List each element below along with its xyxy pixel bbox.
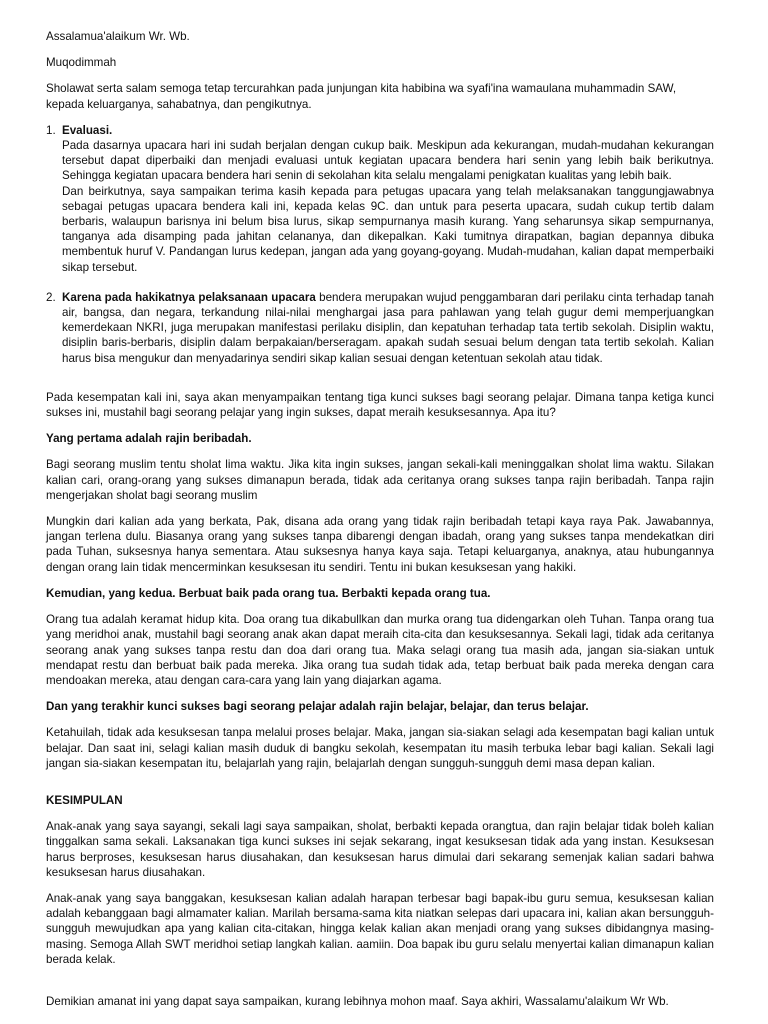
kesimpulan-paragraph: Anak-anak yang saya sayangi, sekali lagi saya sampaikan, sholat, berbakti kepada orangtua, dan rajin belajar tidak boleh kalian tinggalkan sama sekali. Laksanakan tiga kunci sukses ini sejak sekarang, ingat kesuksesan tidak ada yang instan. Kesuksesan harus berproses, kesuksesan harus diusahakan, dan kesuksesan harus dimulai dari sekarang semenjak kalian sadari bahwa kesuksesan harus diusahakan. bbox=[46, 820, 714, 879]
numbered-points bbox=[46, 123, 714, 366]
kunci-intro-paragraph: Pada kesempatan kali ini, saya akan menyampaikan tentang tiga kunci sukses bagi seorang pelajar. Dimana tanpa ketiga kunci sukses ini, mustahil bagi seorang pelajar yang ingin sukses, dapat meraih kesuksesannya. Apa itu? bbox=[46, 390, 714, 420]
document-page bbox=[46, 29, 714, 1009]
kunci1-heading: Yang pertama adalah rajin beribadah. bbox=[46, 432, 252, 446]
kunci1-paragraph: Mungkin dari kalian ada yang berkata, Pak, disana ada orang yang tidak rajin beribadah tetapi kaya raya Pak. Jawabannya, jangan terlena dulu. Biasanya orang yang sukses tanpa dibarengi dengan ibadah, orang yang sukses tanpa mendekatkan diri pada Tuhan, suksesnya hanya sementara. Atau suksesnya hanya kaya saja. Tetapi keluarganya, anaknya, atau hubungannya dengan orang lain tidak mencerminkan kesuksesan itu sendiri. Tentu ini bukan kesuksesan yang hakiki. bbox=[46, 515, 714, 574]
kesimpulan-heading: KESIMPULAN bbox=[46, 793, 123, 807]
point-paragraph: Dan beirkutnya, saya sampaikan terima kasih kepada para petugas upacara yang telah melaksanakan tanggungjawabnya sebagai petugas upacara bendera kali ini, kepada kelas 9C. dan untuk para peserta upacara, sudah cukup tertib dalam berbaris, walaupun barisnya ini belum bisa lurus, sikap sempurnanya masih kurang. Yang seharunsya sikap sempurnanya, tanganya ada disamping pada jahitan celananya, dan dikepalkan. Kaki tumitnya dirapatkan, bagian depannya dibuka membentuk huruf V. Pandangan lurus kedepan, jangan ada yang goyang-goyang. Mudah-mudahan, kalian dapat memperbaiki sikap tersebut. bbox=[62, 184, 714, 274]
kesimpulan-paragraph: Anak-anak yang saya banggakan, kesuksesan kalian adalah harapan terbesar bagi bapak-ibu guru semua, kesuksesan kalian adalah kebanggaan bagi almamater kalian. Marilah bersama-sama kita niatkan selepas dari upacara ini, kalian akan bersungguh-sungguh mewujudkan apa yang kalian cita-citakan, hingga kelak kalian akan menjadi orang yang sukses dibidangnya masing-masing. Semoga Allah SWT meridhoi setiap langkah kalian. aamiin. Doa bapak ibu guru selalu menyertai kalian dimanapun kalian berada kelak. bbox=[46, 891, 714, 966]
point-paragraph: Pada dasarnya upacara hari ini sudah berjalan dengan cukup baik. Meskipun ada kekurangan, mudah-mudahan kekurangan tersebut dapat diperbaiki dan menjadi evaluasi untuk kegiatan upacara bendera hari senin yang lebih baik berikutnya. Sehingga kegiatan upacara bendera hari senin di sekolahan kita selalu mengalami penigkatan kualitas yang lebih baik. bbox=[62, 139, 714, 183]
point-paragraph bbox=[62, 290, 714, 366]
point-text: bendera merupakan wujud penggambaran dari perilaku cinta terhadap tanah air, bangsa, dan negara, terkandung nilai-nilai menghargai jasa para pahlawan yang telah gugur demi memperjuangkan kemerdekaan NKRI, juga merupakan manifestasi perilaku disiplin, dan kepatuhan terhadap tata tertib sekolah. Disiplin waktu, disiplin baris-berbaris, disiplin dalam berpakaian/berseragam. apakah sudah sesuai belum dengan tata tertib sekolah. Kalian harus bisa mengukur dan menyadarinya sendiri sikap kalian sesuai dengan ketentuan sekolah atau tidak. bbox=[62, 290, 714, 365]
closing-paragraph: Demikian amanat ini yang dapat saya sampaikan, kurang lebihnya mohon maaf. Saya akhiri, Wassalamu'alaikum Wr Wb. bbox=[46, 994, 669, 1008]
point-lead-bold: Karena pada hakikatnya pelaksanaan upacara bbox=[62, 290, 316, 304]
point-number: 1. bbox=[46, 123, 56, 137]
kunci3-paragraph: Ketahuilah, tidak ada kesuksesan tanpa melalui proses belajar. Maka, jangan sia-siakan selagi ada kesempatan bagi kalian untuk belajar. Dan saat ini, selagi kalian masih duduk di bangku sekolah, kesempatan itu masih terbuka lebar bagi kalian. Sekali lagi jangan sia-siakan kesempatan itu, belajarlah yang rajin, belajarlah dengan sungguh-sungguh demi masa depan kalian. bbox=[46, 726, 714, 770]
point-hakikat-upacara bbox=[46, 290, 714, 366]
point-evaluasi bbox=[46, 123, 714, 275]
kunci2-paragraph: Orang tua adalah keramat hidup kita. Doa orang tua dikabullkan dan murka orang tua didengarkan oleh Tuhan. Tanpa orang tua yang meridhoi anak, mustahil bagi seorang anak akan dapat meraih cita-cita dan kesuksesannya. Sekali lagi, tidak ada ceritanya seorang anak yang sukses tanpa restu dan doa dari orang tua. Maka selagi orang tua masih ada, jangan sia-siakan untuk mendapat restu dan berbuat baik pada mereka. Jika orang tua sudah tidak ada, tetap berbuat baik pada mereka dengan cara mendoakan mereka, atau dengan cara-cara yang lain yang diajarkan agama. bbox=[46, 613, 714, 687]
kunci1-paragraph: Bagi seorang muslim tentu sholat lima waktu. Jika kita ingin sukses, jangan sekali-kali meninggalkan sholat lima waktu. Silakan kalian cari, orang-orang yang sukses dimanapun berada, tidak ada ceritanya orang sukses tanpa rajin beribadah. Tanpa rajin mengerjakan sholat bagi seorang muslim bbox=[46, 458, 714, 502]
intro-heading: Muqodimmah bbox=[46, 56, 117, 70]
point-heading: Evaluasi. bbox=[62, 123, 113, 137]
intro-paragraph: Sholawat serta salam semoga tetap tercurahkan pada junjungan kita habibina wa syafi'ina wamaulana muhammadin SAW, kepada keluarganya, sahabatnya, dan pengikutnya. bbox=[46, 82, 677, 111]
point-number: 2. bbox=[46, 290, 56, 304]
kunci2-heading: Kemudian, yang kedua. Berbuat baik pada orang tua. Berbakti kepada orang tua. bbox=[46, 586, 491, 600]
kunci3-heading: Dan yang terakhir kunci sukses bagi seorang pelajar adalah rajin belajar, belajar, dan terus belajar. bbox=[46, 700, 589, 714]
greeting: Assalamua'alaikum Wr. Wb. bbox=[46, 30, 190, 43]
